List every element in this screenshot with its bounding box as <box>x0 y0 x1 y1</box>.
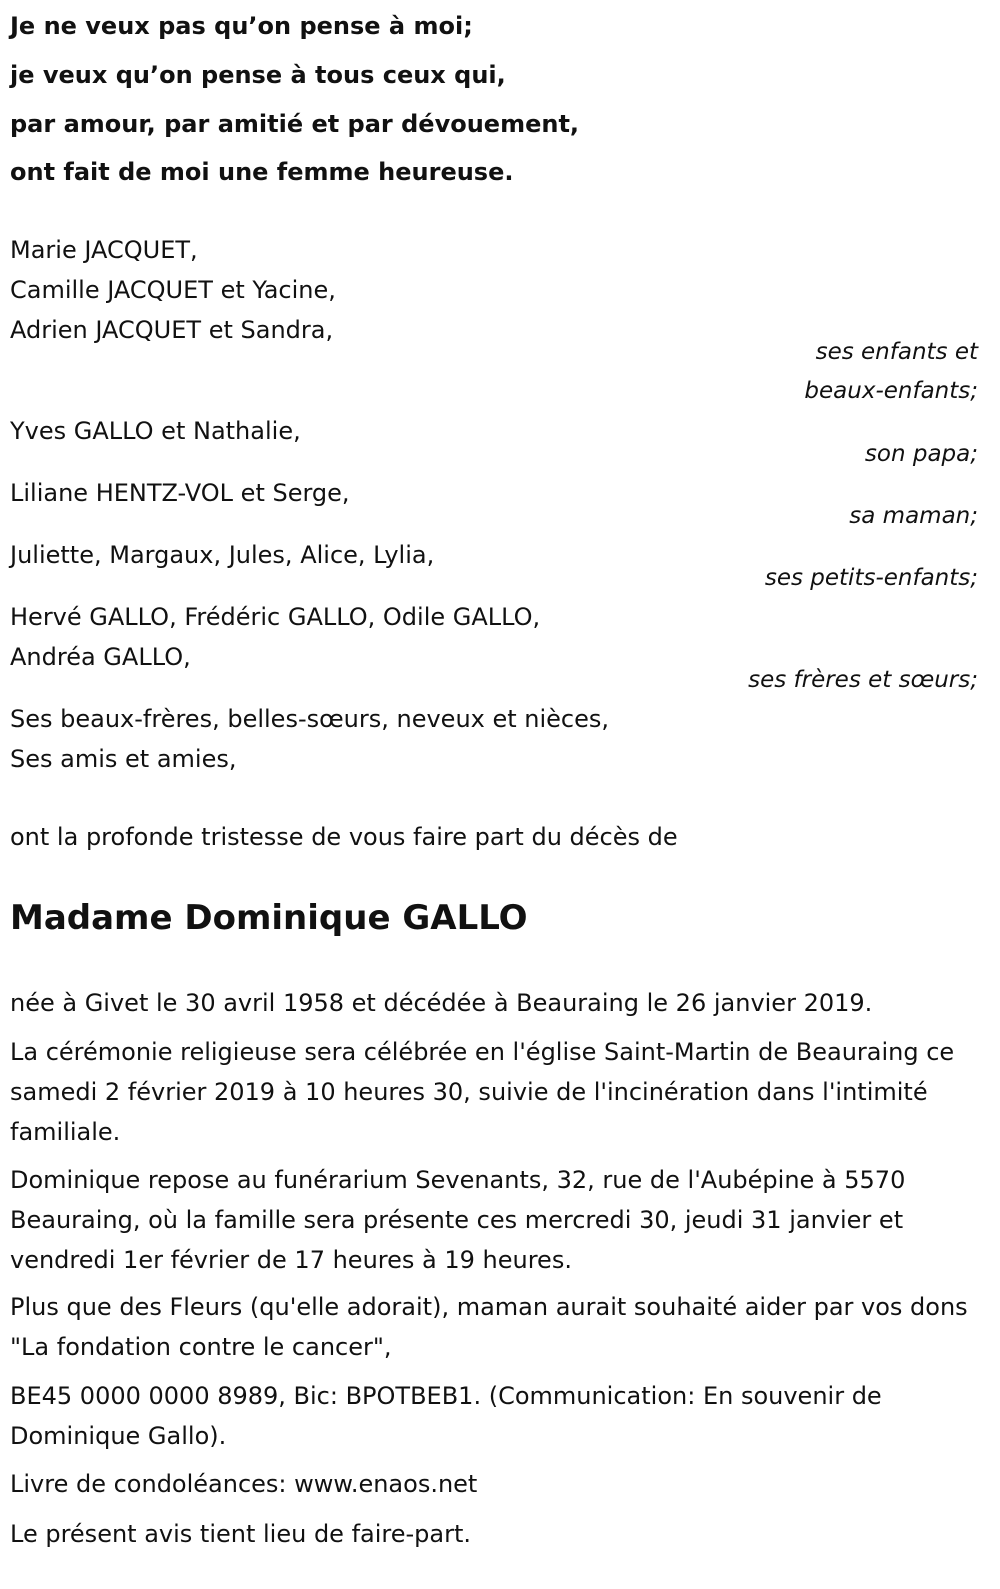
funeral-home: Dominique repose au funérarium Sevenants, 32, rue de l'Aubépine à 5570 Beauraing, où la famille sera présente ces mercredi 30, jeudi 31 janvier et vendredi 1er février de 17 heures à 19 heures. <box>10 1166 906 1274</box>
child-1: Marie JACQUET, <box>10 236 198 264</box>
bank-details: BE45 0000 0000 8989, Bic: BPOTBEB1. (Communication: En souvenir de Dominique Gallo). <box>10 1382 882 1450</box>
father: Yves GALLO et Nathalie, <box>10 417 301 445</box>
children-relation-1: ses enfants et <box>815 339 978 365</box>
grandchildren: Juliette, Margaux, Jules, Alice, Lylia, <box>10 541 435 569</box>
birth-death: née à Givet le 30 avril 1958 et décédée à Beauraing le 26 janvier 2019. <box>10 989 873 1017</box>
announcement: ont la profonde tristesse de vous faire part du décès de <box>10 823 678 851</box>
quote-line-2: je veux qu’on pense à tous ceux qui, <box>10 61 506 89</box>
grandchildren-relation: ses petits-enfants; <box>764 565 978 591</box>
mother: Liliane HENTZ-VOL et Serge, <box>10 479 350 507</box>
siblings-1: Hervé GALLO, Frédéric GALLO, Odile GALLO, <box>10 603 541 631</box>
deceased-name: Madame Dominique GALLO <box>10 898 528 938</box>
others-2: Ses amis et amies, <box>10 745 237 773</box>
donations: Plus que des Fleurs (qu'elle adorait), maman aurait souhaité aider par vos dons "La fondation contre le cancer", <box>10 1293 968 1361</box>
quote-line-1: Je ne veux pas qu’on pense à moi; <box>10 12 473 40</box>
children-relation-2: beaux-enfants; <box>804 378 978 404</box>
siblings-2: Andréa GALLO, <box>10 643 191 671</box>
siblings-relation: ses frères et sœurs; <box>748 667 978 693</box>
child-2: Camille JACQUET et Yacine, <box>10 276 336 304</box>
condolences: Livre de condoléances: www.enaos.net <box>10 1470 478 1498</box>
ceremony: La cérémonie religieuse sera célébrée en l'église Saint-Martin de Beauraing ce samedi 2 février 2019 à 10 heures 30, suivie de l'incinération dans l'intimité familiale. <box>10 1038 955 1146</box>
mother-relation: sa maman; <box>849 503 978 529</box>
quote-line-4: ont fait de moi une femme heureuse. <box>10 158 514 186</box>
notice: Le présent avis tient lieu de faire-part. <box>10 1520 472 1548</box>
child-3: Adrien JACQUET et Sandra, <box>10 316 334 344</box>
others-1: Ses beaux-frères, belles-sœurs, neveux et nièces, <box>10 705 610 733</box>
father-relation: son papa; <box>864 441 978 467</box>
quote-line-3: par amour, par amitié et par dévouement, <box>10 110 580 138</box>
